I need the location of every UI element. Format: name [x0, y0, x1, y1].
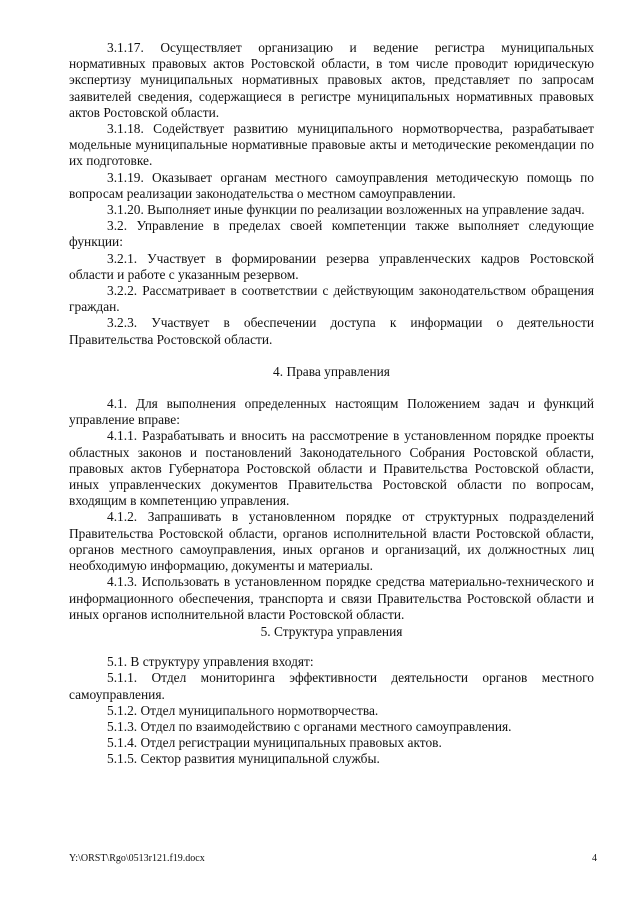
paragraph-3-2-1: 3.2.1. Участвует в формировании резерва управленческих кадров Ростовской области и работе с указанным резервом. — [69, 250, 594, 282]
section-heading-5: 5. Структура управления — [260, 623, 403, 639]
paragraph-5-1-1: 5.1.1. Отдел мониторинга эффективности деятельности органов местного самоуправления. — [69, 670, 594, 702]
footer-file-path: Y:\ORST\Rgo\0513r121.f19.docx — [69, 853, 205, 864]
paragraph-3-1-19: 3.1.19. Оказывает органам местного самоуправления методическую помощь по вопросам реализации законодательства о местном самоуправлении. — [69, 169, 594, 201]
paragraph-5-1-5: 5.1.5. Сектор развития муниципальной службы. — [107, 751, 380, 767]
paragraph-4-1: 4.1. Для выполнения определенных настоящим Положением задач и функций управление вправе: — [69, 396, 594, 428]
paragraph-5-1-2: 5.1.2. Отдел муниципального нормотворчества. — [107, 702, 379, 718]
paragraph-5-1-3: 5.1.3. Отдел по взаимодействию с органами местного самоуправления. — [107, 718, 512, 734]
paragraph-3-1-20: 3.1.20. Выполняет иные функции по реализации возложенных на управление задач. — [107, 202, 585, 218]
paragraph-4-1-2: 4.1.2. Запрашивать в установленном порядке от структурных подразделений Правительства Ростовской области, органов исполнительной власти Ростовской области, органов местного самоуправления, иных органов и организаций, их должностных лиц необходимую информацию, документы и материалы. — [69, 509, 594, 574]
document-body — [69, 40, 594, 768]
paragraph-5-1-4: 5.1.4. Отдел регистрации муниципальных правовых актов. — [107, 735, 442, 751]
paragraph-5-1: 5.1. В структуру управления входят: — [107, 654, 314, 670]
section-heading-4: 4. Права управления — [273, 363, 390, 379]
paragraph-3-2-3: 3.2.3. Участвует в обеспечении доступа к информации о деятельности Правительства Ростовской области. — [69, 315, 594, 347]
paragraph-3-2-2: 3.2.2. Рассматривает в соответствии с действующим законодательством обращения граждан. — [69, 283, 594, 315]
page-number: 4 — [592, 853, 597, 864]
paragraph-4-1-1: 4.1.1. Разрабатывать и вносить на рассмотрение в установленном порядке проекты областных законов и постановлений Законодательного Собрания Ростовской области, правовых актов Губернатора Ростовской области и Правительства Ростовской области, иных управленческих документов Правительства Ростовской области по вопросам, входящим в компетенцию управления. — [69, 428, 594, 509]
paragraph-3-2: 3.2. Управление в пределах своей компетенции также выполняет следующие функции: — [69, 218, 594, 250]
paragraph-3-1-18: 3.1.18. Содействует развитию муниципального нормотворчества, разрабатывает модельные муниципальные нормативные правовые акты и методические рекомендации по их подготовке. — [69, 121, 594, 169]
paragraph-3-1-17: 3.1.17. Осуществляет организацию и ведение регистра муниципальных нормативных правовых актов Ростовской области, в том числе проводит юридическую экспертизу муниципальных нормативных правовых актов, представляет по запросам заявителей сведения, содержащиеся в регистре муниципальных нормативных правовых актов Ростовской области. — [69, 40, 594, 120]
paragraph-4-1-3: 4.1.3. Использовать в установленном порядке средства материально-технического и информационного обеспечения, транспорта и связи Правительства Ростовской области и иных органов исполнительной власти Ростовской области. — [69, 574, 594, 622]
